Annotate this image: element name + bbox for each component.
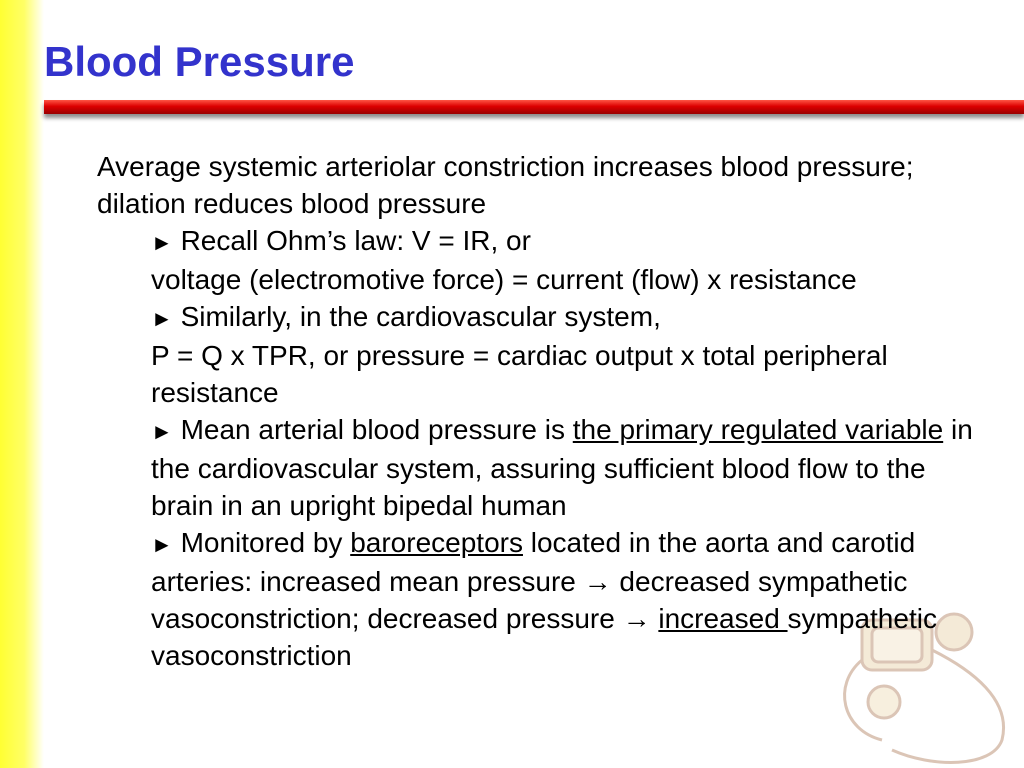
bullet-text: Monitored by (180, 527, 351, 558)
bullet-lead: Similarly, in the cardiovascular system, (180, 301, 661, 332)
triangle-bullet-icon: ► (151, 419, 173, 444)
bullet-ohms-law (151, 222, 977, 261)
bullet-body: voltage (electromotive force) = current (flow) x resistance (151, 264, 857, 295)
triangle-bullet-icon: ► (151, 306, 173, 331)
slide-body (97, 148, 977, 674)
bullet-text: Mean arterial blood pressure is (180, 414, 573, 445)
bullet-text: located in the aorta and carotid arteries: increased mean pressure → decreased sympathetic vasoconstriction; decreased pressure → (151, 527, 916, 634)
underlined-term: the primary regulated variable (572, 414, 944, 445)
underlined-term: baroreceptors (350, 527, 523, 558)
triangle-bullet-icon: ► (151, 532, 173, 557)
bullet-lead: Recall Ohm’s law: V = IR, or (180, 225, 531, 256)
triangle-bullet-icon: ► (151, 230, 173, 255)
underlined-term: increased (658, 603, 788, 634)
bullet-baroreceptors (151, 524, 977, 674)
bullet-mean-arterial-pressure (151, 411, 977, 524)
bullet-text: in the cardiovascular system, assuring sufficient blood flow to the brain in an upright bipedal human (151, 414, 973, 521)
left-accent-band (0, 0, 44, 768)
bullet-cardiovascular (151, 298, 977, 337)
title-divider (44, 100, 1024, 114)
bullet-text: sympathetic vasoconstriction (151, 603, 937, 671)
intro-paragraph: Average systemic arteriolar constriction increases blood pressure; dilation reduces blood pressure (97, 151, 914, 219)
bullet-body: P = Q x TPR, or pressure = cardiac output x total peripheral resistance (151, 340, 888, 408)
slide-title: Blood Pressure (44, 38, 355, 85)
